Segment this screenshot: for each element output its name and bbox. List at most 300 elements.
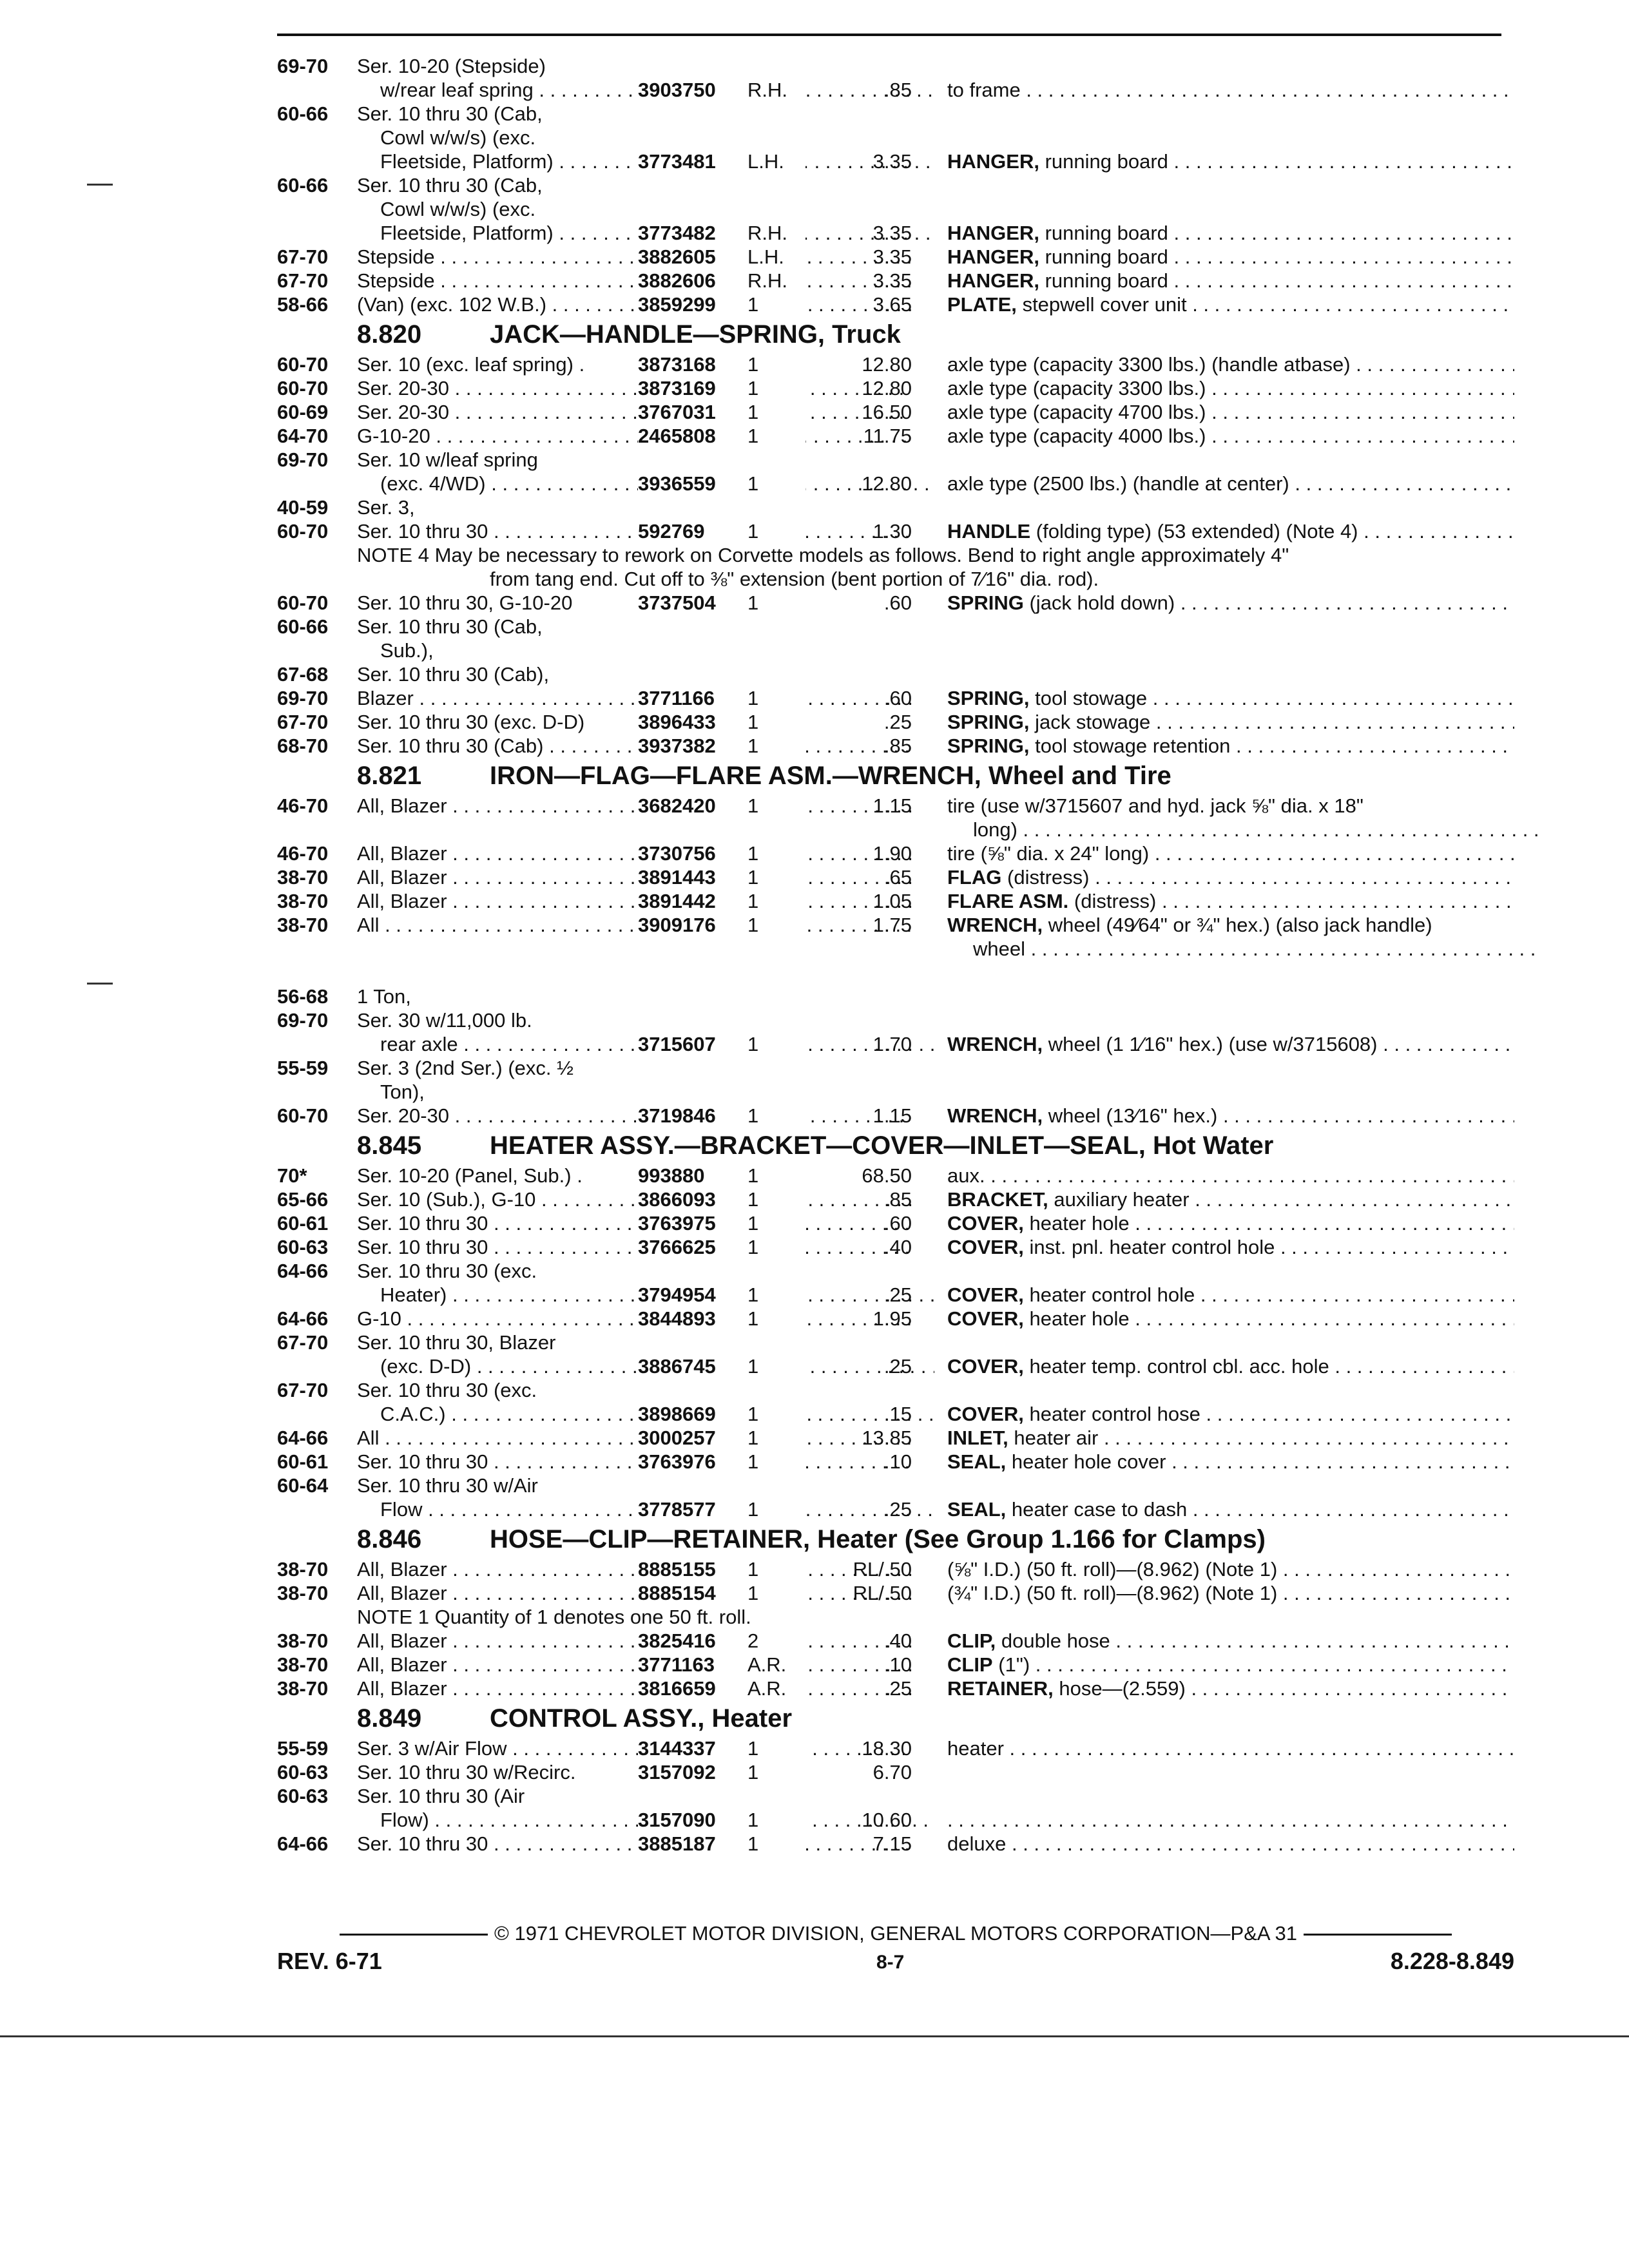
model-application: Ser. 10 thru 30 w/Recirc. [357,1761,576,1783]
part-name: HANGER, [947,222,1039,244]
description-text: heater case to dash [1011,1498,1188,1521]
description-text: running board [1045,150,1168,173]
model-application: Ser. 10 thru 30 (Cab, [357,102,543,125]
model-years: 64-70 [277,425,329,447]
part-number: 993880 [638,1164,747,1187]
model-years: 46-70 [277,842,329,865]
part-description [947,1283,1514,1307]
quantity: 1 [747,1832,805,1856]
part-number: 3937382 [638,734,747,758]
table-row [277,1235,1521,1259]
list-price: 1.15 [872,794,912,817]
quantity: 1 [747,591,805,615]
description-text: to frame [947,79,1021,101]
quantity: 1 [747,1557,805,1581]
part-number: 592769 [638,519,747,543]
top-rule [277,34,1501,36]
model-years: 60-61 [277,1212,329,1235]
quantity: 1 [747,1426,805,1450]
list-price: 1.30 [872,520,912,543]
model-application: rear axle . . . [357,1032,934,1056]
quantity: 1 [747,841,805,865]
list-price: .40 [883,1236,912,1258]
table-row [277,1164,1521,1187]
description-text: running board [1045,222,1168,244]
part-number: 3794954 [638,1283,747,1307]
quantity: 1 [747,1307,805,1331]
part-name: SEAL, [947,1498,1007,1521]
table-row [277,1497,1521,1521]
table-row [277,985,1521,1008]
model-application: Fleetside, Platform) . . . [357,221,934,245]
model-application: Cowl w/w/s) (exc. [380,198,536,220]
part-number: 3909176 [638,913,747,937]
quantity: 1 [747,1450,805,1474]
part-description [947,269,1514,293]
table-row [277,865,1521,889]
part-number: 3825416 [638,1629,747,1653]
model-years: 38-70 [277,890,329,912]
model-years: 60-69 [277,401,329,423]
model-application: Ser. 20-30 . . . [357,400,911,424]
quantity: 1 [747,1760,805,1784]
model-application: Ser. 3, [357,496,415,519]
quantity: 1 [747,1808,805,1832]
table-row [277,173,1521,197]
part-number: 3763976 [638,1450,747,1474]
model-application: Blazer . . . [357,686,911,710]
model-application: (exc. 4/WD) . . . [357,472,934,495]
table-row [277,1653,1521,1677]
description-text: heater hole [1029,1212,1130,1235]
table-row [277,615,1521,639]
description-text: stepwell cover unit [1022,293,1187,316]
description-text: axle type (capacity 4700 lbs.) [947,401,1206,423]
model-application: Ser. 10 thru 30 . . . [357,1211,911,1235]
part-number: 8885154 [638,1581,747,1605]
part-number: 3882605 [638,245,747,269]
description-text: tire (⅝" dia. x 24" long) [947,842,1150,865]
part-number: 3885187 [638,1832,747,1856]
description-text: tool stowage [1035,687,1148,709]
part-description [947,376,1514,400]
section-title: HEATER ASSY.—BRACKET—COVER—INLET—SEAL, Hot Water [490,1131,1274,1160]
model-years: 38-70 [277,1558,329,1581]
model-application: All . . . [357,913,911,937]
quantity: 1 [747,1581,805,1605]
quantity: 1 [747,1283,805,1307]
table-row [277,149,1521,173]
table-row [277,376,1521,400]
model-application: w/rear leaf spring . . . [357,78,934,102]
table-row [277,519,1521,543]
section-title: HOSE—CLIP—RETAINER, Heater (See Group 1.166 for Clamps) [490,1525,1266,1553]
table-row [277,913,1521,937]
quantity: 1 [747,1736,805,1760]
model-application: Flow) . . . [357,1808,934,1832]
table-row [277,1784,1521,1808]
model-years: 58-66 [277,293,329,316]
part-name: WRENCH, [947,1104,1043,1127]
table-row [277,889,1521,913]
bottom-rule [0,2035,1629,2037]
part-description [947,794,1514,818]
model-years: 60-63 [277,1761,329,1783]
model-application: All, Blazer . . . [357,889,911,913]
part-description [947,400,1514,424]
description-text: (distress) [1007,866,1090,889]
model-application: Flow . . . [357,1497,934,1521]
list-price: .40 [883,1629,912,1652]
quantity: 1 [747,400,805,424]
revision-label: REV. 6-71 [277,1948,382,1974]
quantity: 1 [747,1104,805,1128]
part-description [947,591,1514,615]
description-text: (folding type) (53 extended) (Note 4) [1036,520,1358,543]
list-price: 3.35 [872,245,912,268]
list-price: .85 [883,735,912,757]
part-description [947,913,1514,937]
model-years: 69-70 [277,687,329,709]
description-text: (⅝" I.D.) (50 ft. roll)—(8.962) (Note 1) [947,1558,1278,1581]
part-number: 3816659 [638,1677,747,1700]
table-row [277,734,1521,758]
model-application: All, Blazer . . . [357,865,911,889]
part-description [947,1677,1514,1700]
table-row [277,495,1521,519]
quantity: 1 [747,1211,805,1235]
part-number: 3771163 [638,1653,747,1677]
table-row [277,102,1521,126]
model-application: Ser. 10 thru 30 (Cab, [357,615,543,638]
list-price: 13.85 [862,1427,912,1449]
table-row [277,245,1521,269]
model-years: 69-70 [277,55,329,77]
model-application: Ser. 10 thru 30 w/Air [357,1474,538,1497]
part-number: 8885155 [638,1557,747,1581]
model-application: Stepside . . . [357,269,911,293]
parts-catalog-listing [277,54,1521,1856]
list-price: RL/.50 [853,1558,912,1581]
part-description [947,293,1514,316]
description-text: tool stowage retention [1035,735,1231,757]
description-text: heater control hose [1029,1403,1200,1425]
part-number: 2465808 [638,424,747,448]
model-years: 60-70 [277,1104,329,1127]
list-price: .60 [883,687,912,709]
list-price: .65 [883,866,912,889]
part-number: 3936559 [638,472,747,495]
description-text: running board [1045,269,1168,292]
model-years: 69-70 [277,1009,329,1032]
part-description [947,710,1514,734]
model-application: Ser. 10 thru 30 . . . [357,1235,911,1259]
table-row [277,1557,1521,1581]
model-years: 55-59 [277,1057,329,1079]
table-row [277,126,1521,149]
part-number: 3730756 [638,841,747,865]
model-application: Ser. 10 (Sub.), G-10 . . . [357,1187,911,1211]
table-row [277,424,1521,448]
model-years: 56-68 [277,985,329,1008]
part-name: CLIP [947,1653,993,1676]
part-description [947,889,1514,913]
part-name: WRENCH, [947,1033,1043,1055]
table-row [277,221,1521,245]
list-price: 3.35 [872,150,912,173]
part-number: 3737504 [638,591,747,615]
part-name: HANGER, [947,245,1039,268]
table-row [277,639,1521,662]
description-text: double hose [1001,1629,1110,1652]
table-row [277,269,1521,293]
model-years: 40-59 [277,496,329,519]
model-application: G-10 . . . [357,1307,911,1331]
list-price: 1.70 [872,1033,912,1055]
quantity: 1 [747,865,805,889]
part-number: 3773482 [638,221,747,245]
quantity: 1 [747,913,805,937]
part-description [947,1307,1514,1331]
part-name: COVER, [947,1307,1024,1330]
list-price: .25 [883,1498,912,1521]
list-price: 6.70 [872,1761,912,1783]
model-application: Fleetside, Platform) . . . [357,149,934,173]
part-description [947,1104,1514,1128]
section-number: 8.820 [357,320,422,349]
quantity: 1 [747,1497,805,1521]
quantity: 1 [747,1235,805,1259]
model-years: 64-66 [277,1260,329,1282]
table-row [277,1259,1521,1283]
model-application: Ser. 10-20 (Stepside) [357,55,546,77]
part-description [947,1450,1514,1474]
margin-mark [87,184,113,186]
description-text: heater control hole [1029,1283,1195,1306]
description-text: heater temp. control cbl. acc. hole [1029,1355,1329,1378]
model-years: 38-70 [277,1653,329,1676]
table-row [277,1629,1521,1653]
part-name: RETAINER, [947,1677,1054,1700]
description-text: (1") [998,1653,1030,1676]
description-text: wheel (1 1⁄16" hex.) (use w/3715608) [1048,1033,1378,1055]
model-application: Ser. 10 thru 30 (Air [357,1785,525,1807]
description-text: hose—(2.559) [1059,1677,1186,1700]
list-price: .25 [883,1355,912,1378]
model-application: All, Blazer . . . [357,1557,911,1581]
quantity: 1 [747,889,805,913]
part-number: 3886745 [638,1354,747,1378]
model-years: 67-70 [277,711,329,733]
list-price: 1.95 [872,1307,912,1330]
list-price: 11.75 [863,425,912,447]
part-name: CLIP, [947,1629,996,1652]
part-description [947,1653,1514,1677]
model-application: Ser. 10 thru 30 . . . [357,519,911,543]
part-description [947,1736,1514,1760]
section-number: 8.845 [357,1131,422,1160]
table-row [277,1187,1521,1211]
model-application: Ser. 10 w/leaf spring [357,448,538,471]
part-number: 3715607 [638,1032,747,1056]
quantity: L.H. [747,245,805,269]
part-description [947,1235,1514,1259]
part-number: 3682420 [638,794,747,818]
description-text: jack stowage [1035,711,1151,733]
quantity: R.H. [747,269,805,293]
table-row [277,1283,1521,1307]
table-row [277,1581,1521,1605]
part-description [947,1629,1514,1653]
description-text: (distress) [1074,890,1157,912]
table-row [277,400,1521,424]
description-text: aux. [947,1164,985,1187]
copyright-text: © 1971 CHEVROLET MOTOR DIVISION, GENERAL MOTORS CORPORATION—P&A 31 [494,1922,1297,1945]
model-years: 67-70 [277,1379,329,1401]
part-number: 3763975 [638,1211,747,1235]
model-application: All, Blazer . . . [357,1677,911,1700]
table-row [277,841,1521,865]
model-years: 38-70 [277,866,329,889]
model-years: 60-63 [277,1785,329,1807]
part-number: 3771166 [638,686,747,710]
model-application: Stepside . . . [357,245,911,269]
part-number: 3891443 [638,865,747,889]
list-price: 7.15 [872,1832,912,1855]
description-text: heater air [1014,1427,1099,1449]
quantity: 1 [747,1032,805,1056]
part-name: SPRING [947,591,1024,614]
part-description [947,424,1514,448]
description-text: axle type (capacity 3300 lbs.) (handle atbase) [947,353,1351,376]
model-application: Ton), [380,1081,425,1103]
model-application: G-10-20 . . . [357,424,911,448]
part-name: COVER, [947,1236,1024,1258]
part-description [947,1581,1514,1605]
table-row [277,1331,1521,1354]
part-description [947,734,1514,758]
quantity: 1 [747,710,805,734]
model-application: Ser. 20-30 . . . [357,376,911,400]
part-description [947,818,1540,841]
description-text: deluxe [947,1832,1007,1855]
table-row [277,1450,1521,1474]
description-text: (¾" I.D.) (50 ft. roll)—(8.962) (Note 1) [947,1582,1278,1604]
description-text: heater [947,1737,1004,1760]
part-name: SPRING, [947,711,1030,733]
table-row [277,1426,1521,1450]
list-price: 1.75 [872,914,912,936]
model-application: All, Blazer . . . [357,794,911,818]
model-application: (Van) (exc. 102 W.B.) . . . [357,293,911,316]
part-description [947,686,1514,710]
part-number: 3767031 [638,400,747,424]
table-row [277,1080,1521,1104]
table-row [277,1736,1521,1760]
part-name: HANGER, [947,269,1039,292]
model-years: 60-70 [277,591,329,614]
model-years: 38-70 [277,1677,329,1700]
model-years: 67-70 [277,245,329,268]
table-row [277,1354,1521,1378]
part-number: 3866093 [638,1187,747,1211]
list-price: 3.65 [872,293,912,316]
model-application: Ser. 3 w/Air Flow . . . [357,1736,911,1760]
model-application: Sub.), [380,639,434,662]
section-number: 8.849 [357,1704,422,1733]
part-description [947,865,1514,889]
part-number: 3144337 [638,1736,747,1760]
model-years: 69-70 [277,448,329,471]
model-application: Heater) . . . [357,1283,934,1307]
quantity: 1 [747,1354,805,1378]
table-row [277,448,1521,472]
quantity: R.H. [747,78,805,102]
part-number: 3896433 [638,710,747,734]
quantity: 1 [747,1187,805,1211]
description-text: wheel [973,937,1025,960]
table-row [277,937,1521,961]
model-years: 60-66 [277,615,329,638]
model-application: Ser. 10 thru 30 (exc. [357,1379,537,1401]
model-application: Ser. 10 thru 30 (exc. D-D) [357,711,585,733]
margin-mark [87,983,113,985]
section-heading [277,1128,1521,1164]
list-price: .85 [883,79,912,101]
description-text: wheel (49⁄64" or ¾" hex.) (also jack handle) [1048,914,1432,936]
description-text: long) [973,818,1017,841]
description-text: heater hole cover [1011,1450,1166,1473]
quantity: 1 [747,293,805,316]
note-text: NOTE 4 May be necessary to rework on Corvette models as follows. Bend to right angle approximately 4" [357,544,1289,566]
table-row [277,352,1521,376]
section-heading [277,1521,1521,1557]
quantity: 1 [747,794,805,818]
table-row [277,1056,1521,1080]
part-name: INLET, [947,1427,1008,1449]
model-years: 64-66 [277,1832,329,1855]
part-description [947,1032,1514,1056]
model-years: 60-66 [277,102,329,125]
table-row [277,1104,1521,1128]
part-number: 3903750 [638,78,747,102]
model-years: 67-70 [277,1331,329,1354]
model-application: Ser. 10 thru 30, Blazer [357,1331,556,1354]
part-description [947,149,1514,173]
part-description [947,1187,1514,1211]
part-name: HANDLE [947,520,1031,543]
model-application: Ser. 10 thru 30 (Cab, [357,174,543,197]
list-price: 1.05 [872,890,912,912]
table-row [277,54,1521,78]
part-description [947,841,1514,865]
description-text: axle type (2500 lbs.) (handle at center) [947,472,1289,495]
table-row [277,591,1521,615]
copyright-line [277,1922,1514,1945]
model-years: 38-70 [277,1582,329,1604]
model-years: 60-70 [277,353,329,376]
model-application: (exc. D-D) . . . [357,1354,934,1378]
table-row [277,662,1521,686]
part-description [947,1402,1514,1426]
model-application: All . . . [357,1426,911,1450]
section-number: 8.846 [357,1525,422,1553]
table-row [277,1032,1521,1056]
part-description [947,1164,1514,1187]
part-name: FLARE ASM. [947,890,1069,912]
part-description [947,1211,1514,1235]
part-description [947,1354,1514,1378]
